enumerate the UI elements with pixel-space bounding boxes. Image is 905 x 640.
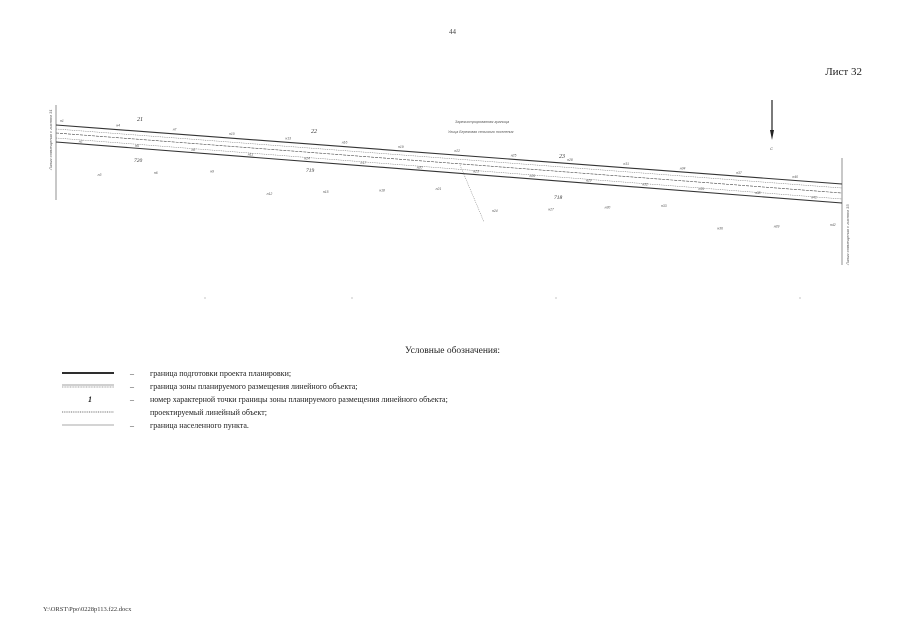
point-label: н25 (510, 153, 517, 158)
legend-dash: – (130, 382, 134, 391)
point-label: н6 (153, 171, 158, 176)
legend-title: Условные обозначения: (404, 346, 500, 356)
point-label: н26 (529, 174, 536, 178)
point-label: н38 (754, 191, 761, 196)
point-number-symbol: 1 (88, 395, 92, 404)
point-label: н29 (585, 178, 592, 183)
section-number-22: 22 (311, 129, 317, 135)
point-label: н5 (135, 143, 139, 148)
point-label: н16 (341, 140, 348, 145)
point-label: н20 (416, 165, 423, 170)
point-label: н14 (304, 156, 310, 161)
point-label: н3 (97, 172, 102, 177)
right-match-line-label: Линия совмещения с листом 33 (845, 204, 850, 265)
point-label: н2 (78, 139, 83, 144)
point-label: н39 (773, 224, 780, 229)
legend-item-placement-zone (62, 382, 662, 394)
point-label: н23 (473, 169, 479, 174)
point-label: н33 (661, 204, 667, 208)
point-label: н28 (567, 157, 573, 162)
section-number-23: 23 (559, 154, 565, 160)
projected-object-symbol (62, 408, 118, 420)
point-label: н15 (322, 190, 329, 195)
point-label: н37 (736, 170, 742, 175)
point-label: н10 (229, 132, 235, 136)
point-label: н9 (210, 169, 214, 174)
point-label: н17 (360, 161, 367, 165)
point-label: н32 (642, 182, 648, 187)
legend-item-projected-object (62, 408, 662, 420)
center-label-1: Зарегистрированная граница (455, 120, 510, 124)
point-label: н35 (698, 186, 705, 191)
legend-dash: – (130, 421, 134, 430)
point-label: н31 (623, 162, 630, 167)
legend-text: проектируемый линейный объект; (150, 408, 267, 417)
placement-zone-line-south (56, 138, 842, 199)
parcel-number-718: 718 (554, 195, 563, 201)
sheet-label: Лист 32 (825, 66, 862, 78)
legend-item-point-number (62, 395, 662, 407)
point-label: н36 (717, 226, 723, 231)
legend-item-settlement-boundary (62, 421, 662, 433)
map-frame-dot (351, 297, 352, 298)
placement-zone-line-north (56, 129, 842, 188)
legend-dash: – (130, 395, 134, 404)
point-label: н4 (116, 123, 121, 128)
north-arrow-icon (770, 100, 774, 151)
parcel-number-720: 720 (134, 158, 143, 164)
placement-zone-symbol (62, 382, 118, 394)
map-frame-dot (204, 297, 205, 298)
point-label: н27 (548, 207, 554, 212)
svg-text:С: С (770, 146, 773, 151)
planning-boundary-symbol (62, 369, 118, 381)
point-label: н11 (247, 152, 254, 157)
legend-text: граница зоны планируемого размещения линейного объекта; (150, 382, 358, 391)
point-label: н40 (792, 175, 799, 180)
planning-boundary-south (56, 142, 842, 203)
point-label: н30 (604, 205, 611, 210)
legend-dash: – (130, 369, 134, 378)
point-label: н1 (60, 119, 64, 123)
page-number: 44 (449, 28, 456, 36)
left-match-line-label: Линия совмещения с листом 31 (48, 109, 53, 170)
point-label: н34 (679, 166, 686, 171)
center-label-2: Улица Береговая сельского поселения (448, 130, 514, 134)
section-number-21: 21 (137, 117, 143, 123)
point-label: н12 (266, 191, 273, 196)
point-label: н13 (285, 136, 292, 141)
legend-text: номер характерной точки границы зоны планируемого размещения линейного объекта; (150, 395, 448, 404)
legend-text: граница населенного пункта. (150, 421, 249, 430)
map-frame-dot (799, 297, 800, 298)
point-label: н21 (435, 186, 442, 191)
point-label: н18 (379, 188, 385, 193)
legend-item-planning-boundary (62, 369, 662, 381)
legend-text: граница подготовки проекта планировки; (150, 369, 292, 378)
point-label: н8 (191, 148, 196, 153)
point-label: н7 (172, 127, 177, 132)
footer-file-path: Y:\ORST\Ppo\0228p113.f22.docx (43, 606, 132, 613)
map-frame-dot (555, 297, 556, 298)
point-label: н41 (811, 195, 817, 200)
point-label: н42 (830, 223, 836, 227)
point-label: н24 (492, 209, 498, 214)
settlement-boundary-symbol (62, 421, 118, 433)
point-label: н22 (454, 149, 461, 154)
parcel-number-719: 719 (306, 168, 315, 174)
point-label: н19 (398, 144, 404, 149)
